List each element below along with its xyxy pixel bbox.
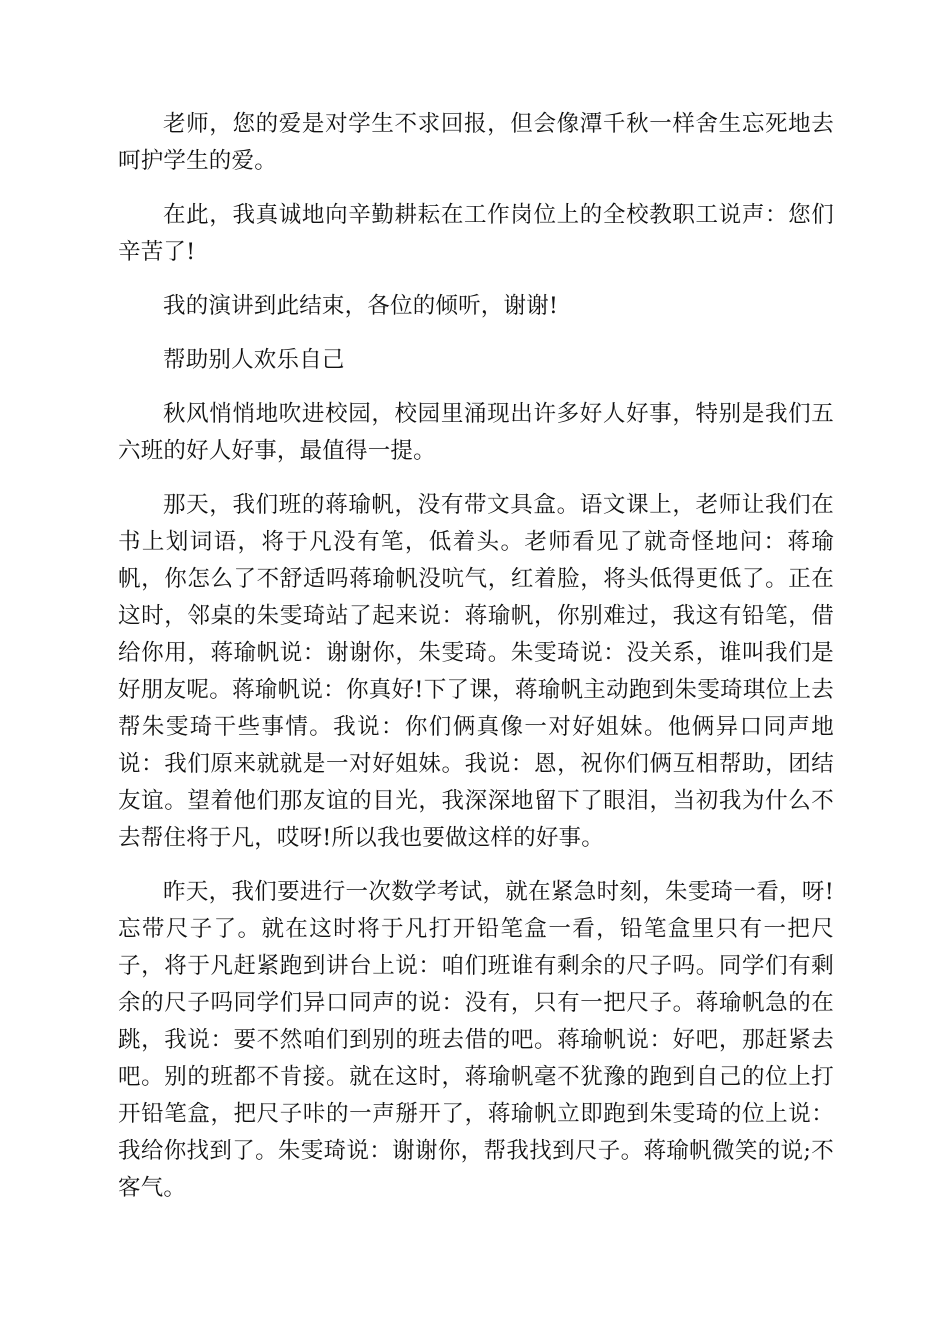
document-page bbox=[118, 106, 834, 1224]
essay-title: 帮助别人欢乐自己 bbox=[163, 347, 345, 373]
paragraph-that-day: 那天，我们班的蒋瑜帆，没有带文具盒。语文课上，老师让我们在书上划词语，将于凡没有笔，低着头。老师看见了就奇怪地问：蒋瑜帆，你怎么了不舒适吗蒋瑜帆没吭气，红着脸，将头低得更低了。正在这时，邻桌的朱雯琦站了起来说：蒋瑜帆，你别难过，我这有铅笔，借给你用，蒋瑜帆说：谢谢你，朱雯琦。朱雯琦说：没关系，谁叫我们是好朋友呢。蒋瑜帆说：你真好!下了课，蒋瑜帆主动跑到朱雯琦琪位上去帮朱雯琦干些事情。我说：你们俩真像一对好姐妹。他俩异口同声地说：我们原来就就是一对好姐妹。我说：恩，祝你们俩互相帮助，团结友谊。望着他们那友谊的目光，我深深地留下了眼泪，当初我为什么不去帮住将于凡，哎呀!所以我也要做这样的好事。 bbox=[118, 492, 834, 851]
paragraph-teacher-love: 老师，您的爱是对学生不求回报，但会像潭千秋一样舍生忘死地去呵护学生的爱。 bbox=[118, 111, 834, 174]
paragraph-thanks-staff: 在此，我真诚地向辛勤耕耘在工作岗位上的全校教职工说声：您们辛苦了! bbox=[118, 202, 834, 265]
paragraph-speech-end: 我的演讲到此结束，各位的倾听，谢谢! bbox=[163, 293, 559, 319]
paragraph-autumn-wind: 秋风悄悄地吹进校园，校园里涌现出许多好人好事，特别是我们五六班的好人好事，最值得一提。 bbox=[118, 401, 834, 464]
paragraph-yesterday: 昨天，我们要进行一次数学考试，就在紧急时刻，朱雯琦一看，呀!忘带尺子了。就在这时将于凡打开铅笔盒一看，铅笔盒里只有一把尺子，将于凡赶紧跑到讲台上说：咱们班谁有剩余的尺子吗。同学们有剩余的尺子吗同学们异口同声的说：没有，只有一把尺子。蒋瑜帆急的在跳，我说：要不然咱们到别的班去借的吧。蒋瑜帆说：好吧，那赶紧去吧。别的班都不肯接。就在这时，蒋瑜帆毫不犹豫的跑到自己的位上打开铅笔盒，把尺子咔的一声掰开了，蒋瑜帆立即跑到朱雯琦的位上说：我给你找到了。朱雯琦说：谢谢你，帮我找到尺子。蒋瑜帆微笑的说;不客气。 bbox=[118, 879, 834, 1201]
